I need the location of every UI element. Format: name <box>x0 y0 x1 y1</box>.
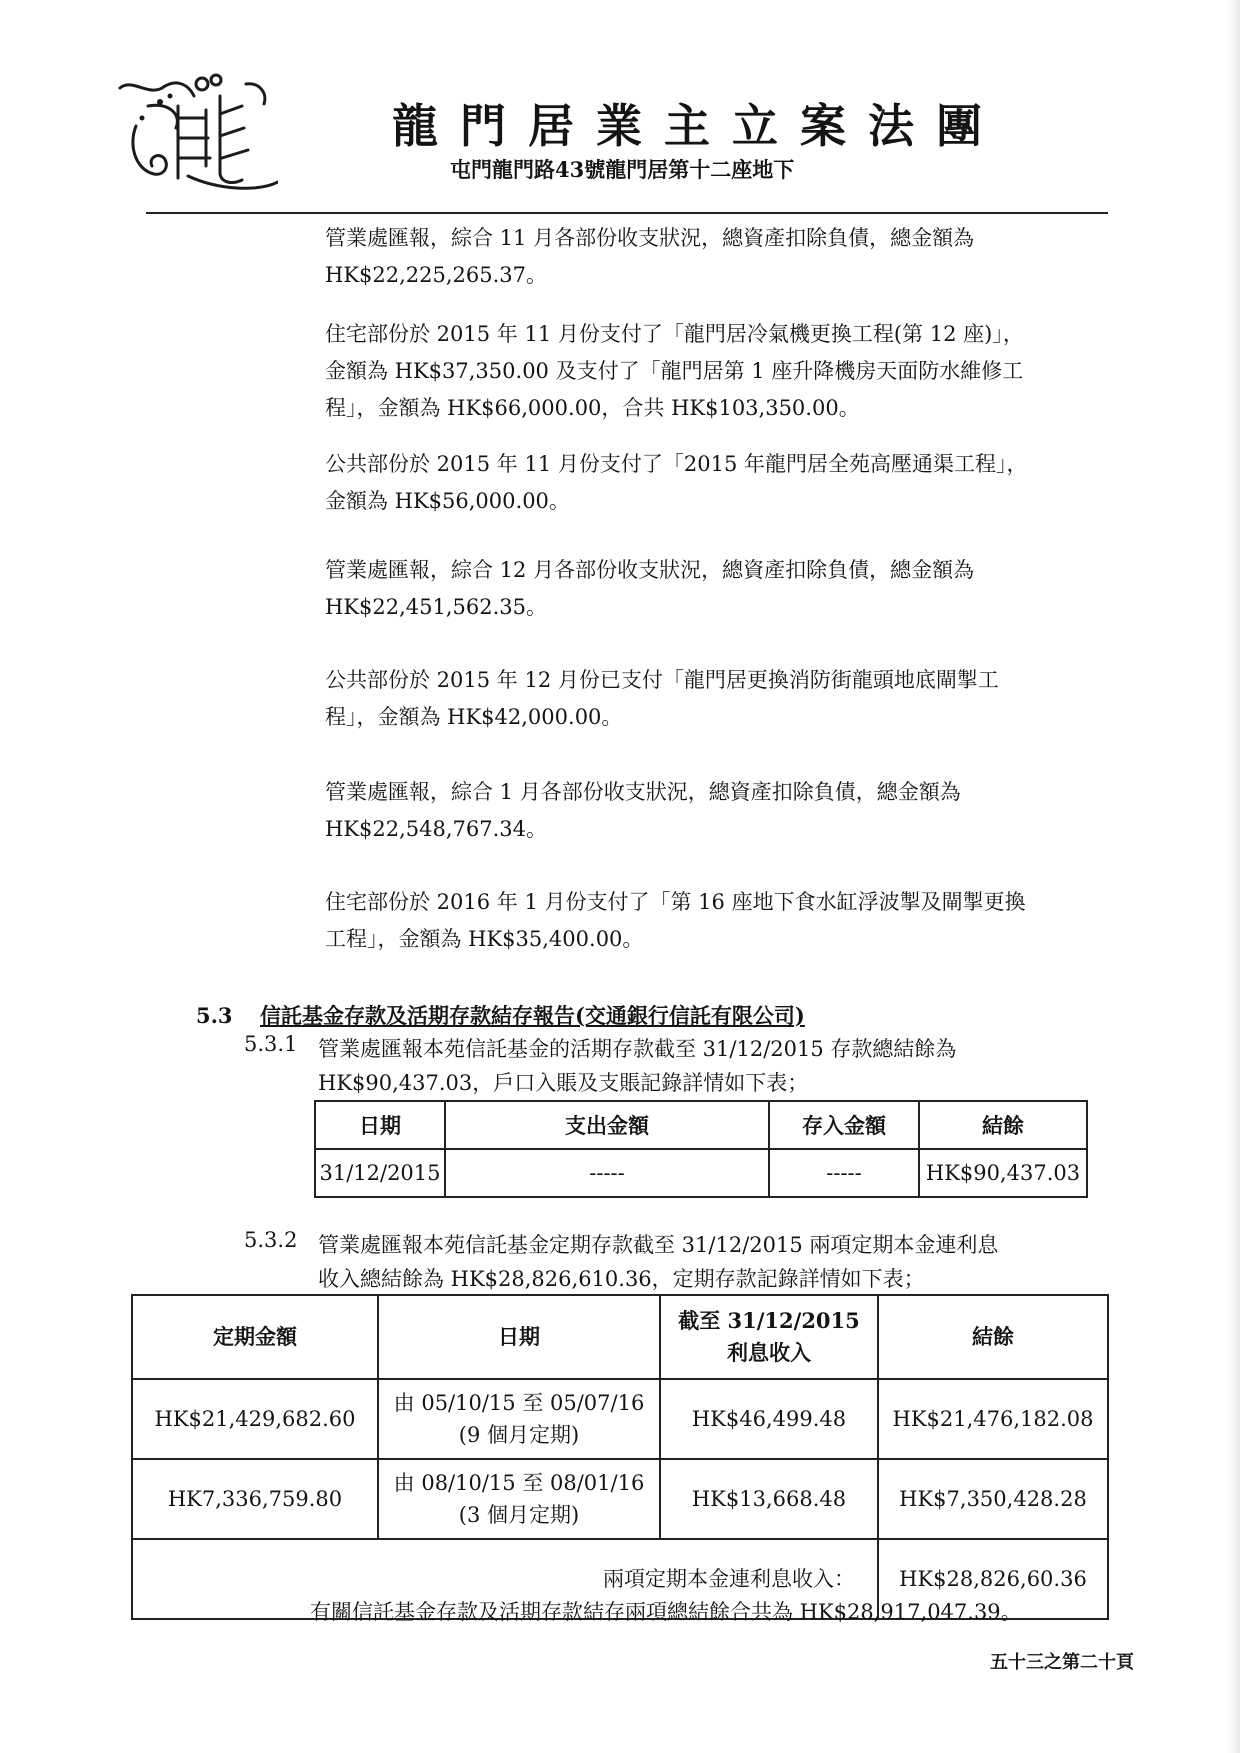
deposit-period: 由 05/10/15 至 05/07/16 <box>393 1391 645 1415</box>
paragraph-line: 管業處匯報，綜合 11 月各部份收支狀況，總資產扣除負債，總金額為 <box>325 226 975 250</box>
paragraph-line: HK$22,225,265.37。 <box>325 263 547 287</box>
paragraph-line: 管業處匯報，綜合 1 月各部份收支狀況，總資產扣除負債，總金額為 <box>325 780 961 804</box>
paragraph-line: 公共部份於 2015 年 11 月份支付了「2015 年龍門居全苑高壓通渠工程」， <box>325 452 1028 476</box>
paragraph-line: 住宅部份於 2015 年 11 月份支付了「龍門居冷氣機更換工程(第 12 座)」， <box>325 322 1024 346</box>
table-header-row <box>315 1101 1087 1149</box>
scan-edge-shadow <box>1226 0 1240 1753</box>
table-cell <box>378 1459 660 1539</box>
paragraph-line: 收入總結餘為 HK$28,826,610.36，定期存款記錄詳情如下表； <box>318 1267 925 1291</box>
table-cell: ----- <box>769 1149 919 1197</box>
paragraph-nov-public <box>325 446 1117 520</box>
table-header-row <box>132 1295 1108 1379</box>
table-cell: HK7,336,759.80 <box>132 1459 378 1539</box>
section-heading <box>196 1000 805 1030</box>
table-header-cell: 支出金額 <box>445 1101 769 1149</box>
paragraph-nov-summary <box>325 220 1117 294</box>
table-cell: 31/12/2015 <box>315 1149 445 1197</box>
table-header-line: 截至 31/12/2015 <box>678 1308 860 1333</box>
deposit-term: (3 個月定期) <box>458 1503 580 1527</box>
organization-address: 屯門龍門路43號龍門居第十二座地下 <box>450 157 795 182</box>
current-account-table <box>314 1100 1088 1198</box>
table-cell: HK$21,429,682.60 <box>132 1379 378 1459</box>
section-title: 信託基金存款及活期存款結存報告(交通銀行信託有限公司) <box>260 1003 805 1028</box>
table-cell: HK$90,437.03 <box>919 1149 1087 1197</box>
subsection-number: 5.3.1 <box>244 1032 298 1056</box>
paragraph-dec-summary <box>325 552 1117 626</box>
deposit-term: (9 個月定期) <box>458 1423 580 1447</box>
table-row <box>132 1459 1108 1539</box>
paragraph-dec-public <box>325 662 1117 736</box>
paragraph-line: 金額為 HK$56,000.00。 <box>325 489 570 513</box>
table-header-cell: 定期金額 <box>132 1295 378 1379</box>
organization-name: 龍門居業主立案法團 <box>392 99 1004 153</box>
paragraph-line: 管業處匯報本苑信託基金的活期存款截至 31/12/2015 存款總結餘為 <box>318 1037 957 1061</box>
table-cell: HK$46,499.48 <box>660 1379 878 1459</box>
table-cell: HK$21,476,182.08 <box>878 1379 1108 1459</box>
table-header-cell: 日期 <box>378 1295 660 1379</box>
subsection-number: 5.3.2 <box>244 1228 298 1252</box>
table-row <box>132 1379 1108 1459</box>
paragraph-jan-residential <box>325 884 1117 958</box>
paragraph-line: 管業處匯報本苑信託基金定期存款截至 31/12/2015 兩項定期本金連利息 <box>318 1233 999 1257</box>
page-number: 五十三之第二十頁 <box>990 1652 1134 1673</box>
table-header-line: 利息收入 <box>727 1340 811 1365</box>
table-cell <box>378 1379 660 1459</box>
paragraph-line: HK$22,451,562.35。 <box>325 595 547 619</box>
section-number: 5.3 <box>196 1003 233 1028</box>
paragraph-line: 程」，金額為 HK$42,000.00。 <box>325 705 623 729</box>
total-value: HK$28,826,60.36 <box>878 1539 1108 1619</box>
paragraph-line: 程」，金額為 HK$66,000.00，合共 HK$103,350.00。 <box>325 396 860 420</box>
paragraph-jan-summary <box>325 774 1117 848</box>
paragraph-line: HK$22,548,767.34。 <box>325 817 547 841</box>
deposit-period: 由 08/10/15 至 08/01/16 <box>393 1471 645 1495</box>
paragraph-line: 管業處匯報，綜合 12 月各部份收支狀況，總資產扣除負債，總金額為 <box>325 558 975 582</box>
table-cell: ----- <box>445 1149 769 1197</box>
table-row <box>315 1149 1087 1197</box>
paragraph-line: HK$90,437.03，戶口入賬及支賬記錄詳情如下表； <box>318 1071 809 1095</box>
table-header-cell: 日期 <box>315 1101 445 1149</box>
paragraph-line: 公共部份於 2015 年 12 月份已支付「龍門居更換消防街龍頭地底閘掣工 <box>325 668 999 692</box>
table-cell: HK$7,350,428.28 <box>878 1459 1108 1539</box>
header-divider <box>146 212 1108 214</box>
table-header-cell <box>660 1295 878 1379</box>
paragraph-nov-residential <box>325 316 1117 427</box>
dragon-logo-icon <box>118 66 278 194</box>
table-cell: HK$13,668.48 <box>660 1459 878 1539</box>
subsection-text <box>318 1032 1118 1100</box>
table-header-cell: 結餘 <box>919 1101 1087 1149</box>
summary-text: 有關信託基金存款及活期存款結存兩項總結餘合共為 HK$28,917,047.39。 <box>310 1600 1022 1624</box>
paragraph-line: 工程」，金額為 HK$35,400.00。 <box>325 927 644 951</box>
table-header-cell: 結餘 <box>878 1295 1108 1379</box>
paragraph-line: 住宅部份於 2016 年 1 月份支付了「第 16 座地下食水缸浮波掣及閘掣更換 <box>325 890 1026 914</box>
subsection-text <box>318 1228 1118 1296</box>
fixed-deposit-table <box>131 1294 1109 1620</box>
table-header-cell: 存入金額 <box>769 1101 919 1149</box>
total-label: 兩項定期本金連利息收入： <box>132 1539 878 1619</box>
paragraph-line: 金額為 HK$37,350.00 及支付了「龍門居第 1 座升降機房天面防水維修工 <box>325 359 1024 383</box>
